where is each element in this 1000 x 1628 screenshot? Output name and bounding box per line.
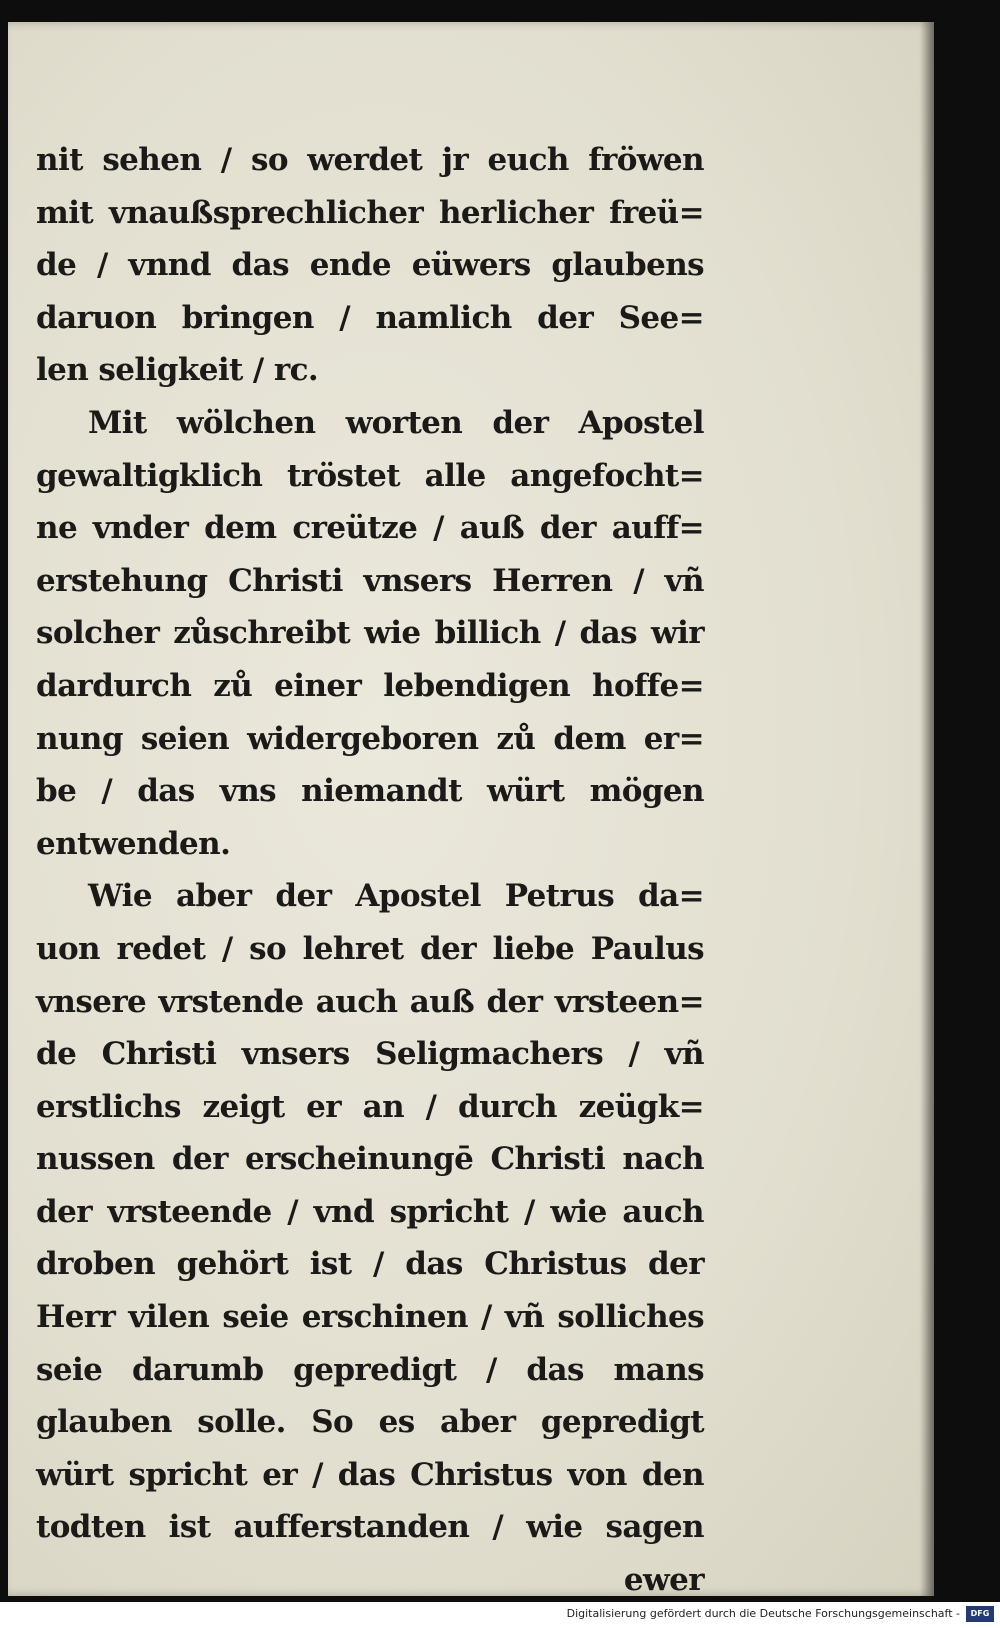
text-line: der vrsteende / vnd spricht / wie auch [36,1193,704,1230]
text-line: nung seien widergeboren zů dem er= [36,720,704,757]
footer-credit-text: Digitalisierung gefördert durch die Deutsche Forschungsgemeinschaft - [566,1607,960,1620]
text-line: solcher zůschreibt wie billich / das wir [36,615,704,652]
page-gutter-shadow [920,22,934,1596]
digitization-footer [0,1602,1000,1628]
text-line: vnsere vrstende auch auß der vrsteen= [36,983,704,1020]
text-line: daruon bringen / namlich der See= [36,299,704,336]
text-line: todten ist aufferstanden / wie sagen [36,1509,704,1546]
text-line: entwenden. [36,825,231,862]
text-line: droben gehört ist / das Christus der [36,1246,704,1283]
text-line: de / vnnd das ende eüwers glaubens [36,247,704,284]
text-line: erstlichs zeigt er an / durch zeügk= [36,1088,704,1125]
text-line: erstehung Christi vnsers Herren / vñ [36,562,704,599]
text-line: glauben solle. So es aber gepredigt [36,1404,704,1441]
text-line: ne vnder dem creütze / auß der auff= [36,510,704,547]
text-line: mit vnaußsprechlicher herlicher freü= [36,194,704,231]
text-line: würt spricht er / das Christus von den [36,1456,704,1493]
dfg-logo: DFG [966,1606,994,1622]
text-line-paragraph-start: Mit wölchen worten der Apostel [88,404,704,441]
page-text [36,134,704,1607]
text-line: nit sehen / so werdet jr euch fröwen [36,142,704,178]
text-line: uon redet / so lehret der liebe Paulus [36,930,704,967]
text-line: dardurch zů einer lebendigen hoffe= [36,667,704,704]
text-line: de Christi vnsers Seligmachers / vñ [36,1036,704,1073]
catchword: ewer [623,1562,704,1599]
text-line: be / das vns niemandt würt mögen [36,773,704,810]
text-line: seie darumb gepredigt / das mans [36,1351,704,1388]
text-line: gewaltigklich tröstet alle angefocht= [36,457,704,494]
text-line: len seligkeit / rc. [36,352,319,389]
text-line: Herr vilen seie erschinen / vñ solliches [36,1299,704,1336]
text-line-paragraph-start: Wie aber der Apostel Petrus da= [88,878,704,915]
book-page [8,22,934,1599]
text-line: nussen der erscheinungē Christi nach [36,1141,704,1178]
